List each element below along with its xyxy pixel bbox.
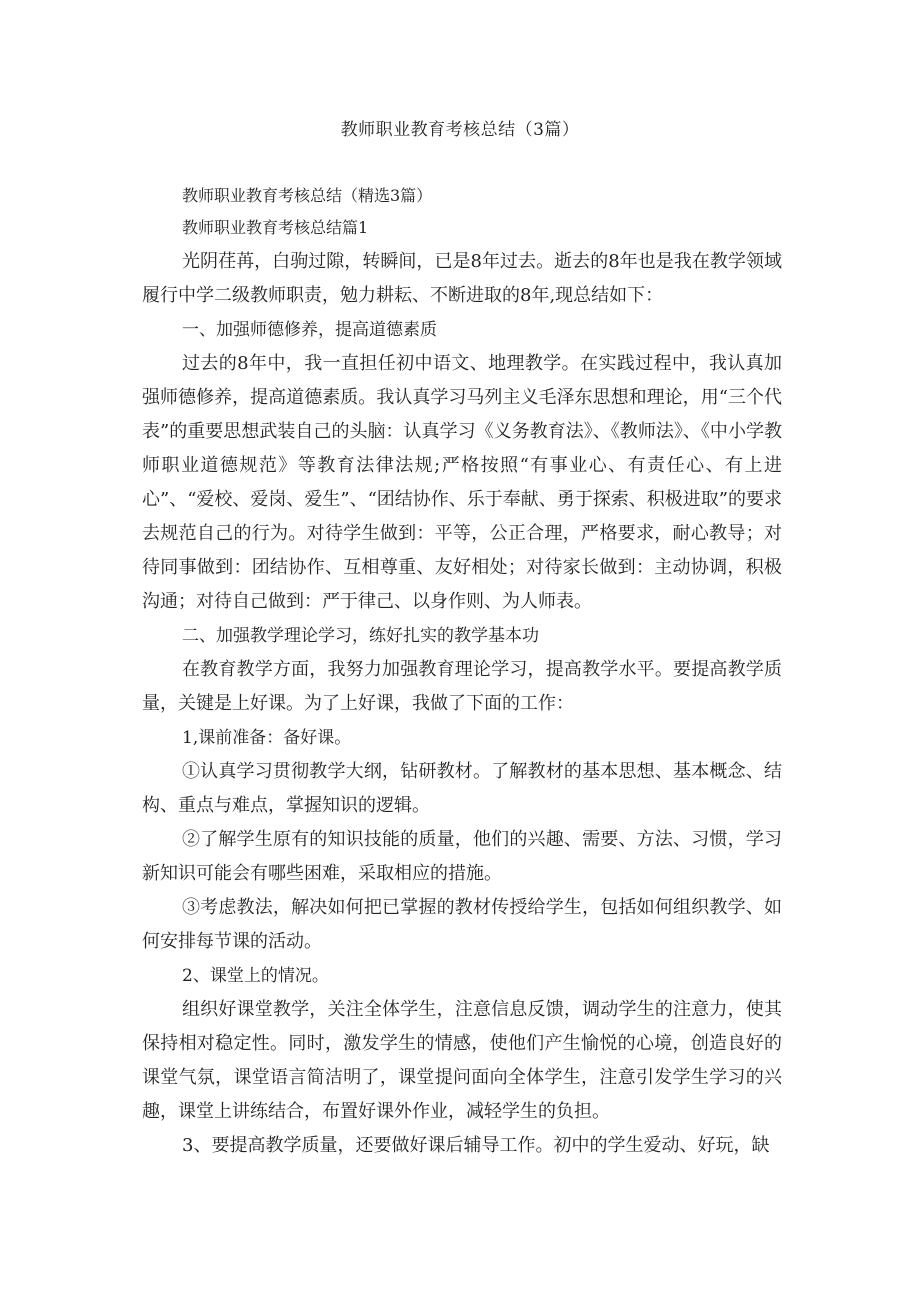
list-item-2: ②了解学生原有的知识技能的质量，他们的兴趣、需要、方法、习惯，学习新知识可能会有哪些困难，采取相应的措施。	[142, 829, 782, 884]
list-item-3: ③考虑教法，解决如何把已掌握的教材传授给学生，包括如何组织教学、如何安排每节课的活动。	[142, 897, 782, 952]
paragraph-classroom: 组织好课堂教学，关注全体学生，注意信息反馈，调动学生的注意力，使其保持相对稳定性。同时，激发学生的情感，使他们产生愉悦的心境，创造良好的课堂气氛，课堂语言简洁明了，课堂提问面向全体学生，注意引发学生学习的兴趣，课堂上讲练结合，布置好课外作业，减轻学生的负担。	[142, 999, 782, 1122]
document-body	[142, 183, 782, 1163]
heading-ethics: 一、加强师德修养，提高道德素质	[182, 320, 437, 340]
paragraph-ethics: 过去的8年中，我一直担任初中语文、地理教学。在实践过程中，我认真加强师德修养，提高道德素质。我认真学习马列主义毛泽东思想和理论，用“三个代表”的重要思想武装自己的头脑：认真学习《义务教育法》、《教师法》、《中小学教师职业道德规范》等教育法律法规;严格按照“有事业心、有责任心、有上进心”、“爱校、爱岗、爱生”、“团结协作、乐于奉献、勇于探索、积极进取”的要求去规范自己的行为。对待学生做到：平等，公正合理，严格要求，耐心教导；对待同事做到：团结协作、互相尊重、友好相处；对待家长做到：主动协调，积极沟通；对待自己做到：严于律己、以身作则、为人师表。	[142, 353, 783, 612]
paragraph-theory: 在教育教学方面，我努力加强教育理论学习，提高教学水平。要提高教学质量，关键是上好课。为了上好课，我做了下面的工作：	[142, 659, 782, 714]
heading-preparation: 1,课前准备：备好课。	[182, 728, 352, 748]
document-subtitle: 教师职业教育考核总结（精选3篇）	[182, 186, 433, 205]
list-item-1: ①认真学习贯彻教学大纲，钻研教材。了解教材的基本思想、基本概念、结构、重点与难点，掌握知识的逻辑。	[142, 761, 782, 816]
paragraph-intro: 光阴荏苒，白驹过隙，转瞬间，已是8年过去。逝去的8年也是我在教学领域履行中学二级教师职责，勉力耕耘、不断进取的8年,现总结如下：	[142, 251, 782, 306]
heading-classroom: 2、课堂上的情况。	[182, 966, 329, 986]
section-heading: 教师职业教育考核总结篇1	[182, 218, 369, 237]
heading-theory: 二、加强教学理论学习，练好扎实的教学基本功	[182, 626, 539, 646]
paragraph-tutoring: 3、要提高教学质量，还要做好课后辅导工作。初中的学生爱动、好玩，缺	[182, 1135, 770, 1156]
document-title: 教师职业教育考核总结（3篇）	[340, 120, 580, 140]
